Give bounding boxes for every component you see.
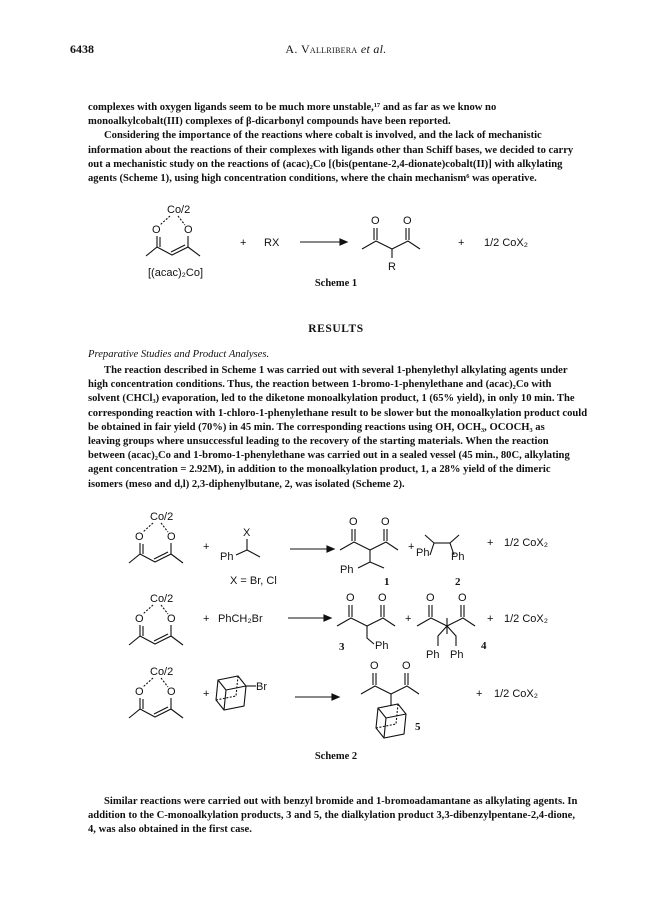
acac-left-arm — [129, 698, 140, 718]
acac-right-arm — [171, 554, 183, 563]
text-line: Similar reactions were carried out with benzyl bromide and 1-bromoadamantane as alkylating agents. In — [104, 796, 578, 807]
acac-right-arm — [171, 636, 183, 645]
text-line: isomers (meso and d,l) 2,3-diphenylbutane, 2, was isolated (Scheme 2). — [88, 478, 405, 490]
text-line: addition to the C-monoalkylation products, 3 and 5, the dialkylation product 3,3-dibenzylpentane-2,4-dione, — [88, 810, 575, 822]
benzyl-bromide: PhCH₂Br — [218, 613, 263, 625]
benzyl-branch — [367, 626, 374, 644]
coproduct: 1/2 CoX₂ — [484, 237, 529, 249]
cage-bond-back — [396, 704, 398, 724]
cage-bond — [224, 690, 226, 710]
plus-sign: + — [405, 613, 412, 625]
o-left: O — [135, 686, 144, 698]
text-line: high concentration conditions. Thus, the reaction between 1-bromo-1-phenylethane and (acac)₂Co with — [88, 379, 552, 391]
plus-sign: + — [487, 613, 494, 625]
diketone-chain — [337, 618, 395, 626]
text-line: agent concentration = 2.92M), in addition to the monoalkylation product, 1, a 28% yield of the dimeric — [88, 464, 551, 476]
benzyl-branch-right — [447, 626, 456, 646]
acac-co-reactant — [129, 593, 183, 645]
closing-paragraph — [88, 795, 593, 838]
o-left: O — [152, 224, 161, 236]
scheme-1-caption: Scheme 1 — [314, 278, 358, 289]
phenyl-label: Ph — [451, 551, 465, 563]
carbonyl-o2: O — [378, 592, 387, 604]
text-line: complexes with oxygen ligands seem to be much more unstable,¹⁷ and as far as we know no — [88, 102, 497, 113]
plus-sign: + — [203, 541, 210, 553]
carbonyl-o2: O — [402, 660, 411, 672]
o-left: O — [135, 613, 144, 625]
carbonyl-o1: O — [371, 215, 380, 227]
text-line: Considering the importance of the reactions where cobalt is involved, and the lack of mechanistic — [104, 130, 542, 142]
coproduct: 1/2 CoX₂ — [504, 613, 549, 625]
cage-bond-back — [236, 676, 238, 696]
plus-sign: + — [408, 541, 415, 553]
plus-sign: + — [458, 237, 465, 249]
carbonyl-o1: O — [370, 660, 379, 672]
phenyl-label: Ph — [450, 649, 464, 661]
text-line: leaving groups where unsuccessful leading to the recovery of the starting materials. When the reaction — [88, 436, 549, 448]
co-label: Co/2 — [150, 666, 174, 678]
adamantane-cage — [376, 704, 406, 738]
scheme-2-row-3 — [129, 660, 538, 738]
rx-reagent: RX — [264, 237, 280, 249]
author-suffix: et al. — [357, 42, 387, 56]
text-line: information about the reactions of their complexes with ligands other than Schiff bases, we decided to carry — [88, 144, 574, 156]
page-number: 6438 — [70, 42, 94, 56]
reactant-label: [(acac)₂Co] — [148, 267, 204, 279]
phenyl-label: Ph — [375, 640, 389, 652]
text-line: agents (Scheme 1), using high concentration conditions, where the chain mechanism⁶ was operative. — [88, 173, 537, 185]
cage-bond — [384, 718, 386, 738]
plus-sign: + — [240, 237, 247, 249]
cage-bond-back — [376, 724, 396, 728]
plus-sign: + — [487, 537, 494, 549]
plus-sign: + — [476, 688, 483, 700]
text-line: be obtained in fair yield (70%) in 45 min. The corresponding reactions using OH, OCH₃, OCOCH₃ as — [88, 421, 545, 433]
methyl-branch — [370, 562, 384, 568]
arrowhead — [327, 546, 334, 552]
carbonyl-o2: O — [381, 516, 390, 528]
arrowhead — [332, 694, 339, 700]
co-label: Co/2 — [150, 593, 174, 605]
acac-left-arm — [129, 543, 140, 563]
carbonyl-o2: O — [458, 592, 467, 604]
co-o-bond-left — [143, 678, 153, 687]
co-o-bond-left — [143, 605, 153, 614]
text-line: monoalkylcobalt(III) complexes of β-dicarbonyl compounds have been reported. — [88, 116, 451, 128]
carbonyl-o2: O — [403, 215, 412, 227]
plus-sign: + — [203, 688, 210, 700]
bromine-label: Br — [256, 681, 267, 693]
scheme-2-row-1 — [129, 511, 548, 588]
arrowhead — [324, 615, 331, 621]
text-line: solvent (CHCl₃) evaporation, led to the diketone monoalkylation product, 1 (65% yield), in only 10 min. The — [88, 393, 575, 405]
co-label: Co/2 — [167, 204, 191, 216]
o-right: O — [167, 613, 176, 625]
coproduct: 1/2 CoX₂ — [494, 688, 539, 700]
cage-bond — [218, 680, 226, 690]
product-3 — [337, 592, 395, 653]
phenyl-label: Ph — [220, 551, 234, 563]
acac-inner-double — [154, 552, 168, 559]
text-line: corresponding reaction with 1-chloro-1-phenylethane result to be slower but the monoalkylation product could — [88, 407, 588, 419]
adamantane-cage — [216, 676, 246, 710]
text-line: The reaction described in Scheme 1 was carried out with several 1-phenylethyl alkylating agents under — [104, 365, 568, 376]
scheme-2-caption: Scheme 2 — [314, 751, 358, 762]
compound-number-5: 5 — [415, 721, 421, 733]
acac-left-arm — [129, 625, 140, 645]
text-line: out a mechanistic study on the reactions of (acac)₂Co [(bis(pentane-2,4-dionate)cobalt(II)] with alkylating — [88, 158, 563, 170]
cage-bond-back — [216, 696, 236, 700]
o-right: O — [167, 686, 176, 698]
compound-number-3: 3 — [339, 641, 345, 653]
coproduct: 1/2 CoX₂ — [504, 537, 549, 549]
phenyl-label: Ph — [340, 564, 354, 576]
product-1 — [340, 516, 398, 588]
co-o-bond-left — [143, 523, 153, 532]
x-note: X = Br, Cl — [230, 575, 277, 587]
results-heading: RESULTS — [308, 323, 364, 335]
compound-number-1: 1 — [384, 576, 390, 588]
text-line: between (acac)₂Co and 1-bromo-1-phenylethane was carried out in a sealed vessel (45 min., 80C, alkylating — [88, 450, 570, 462]
cage-bond — [378, 708, 386, 718]
results-subheading: Preparative Studies and Product Analyses. — [88, 349, 270, 360]
o-right: O — [184, 224, 193, 236]
carbonyl-o1: O — [346, 592, 355, 604]
bromoadamantane — [216, 676, 267, 710]
leaving-group-x: X — [243, 527, 251, 539]
phenyl-label: Ph — [426, 649, 440, 661]
acac-co-reactant — [129, 666, 183, 718]
diketone-chain — [361, 686, 419, 694]
plus-sign: + — [203, 613, 210, 625]
compound-number-2: 2 — [455, 576, 461, 588]
author-initial: A. — [285, 42, 301, 56]
carbonyl-o1: O — [426, 592, 435, 604]
phenyl-label: Ph — [416, 547, 430, 559]
o-right: O — [167, 531, 176, 543]
diketone-chain — [417, 618, 475, 626]
acac-right-arm — [171, 709, 183, 718]
compound-number-4: 4 — [481, 640, 487, 652]
author-name: Vallribera — [300, 42, 358, 56]
acac-inner-double — [154, 707, 168, 714]
product-5 — [361, 660, 421, 738]
r-group: R — [388, 261, 396, 273]
scheme-2-row-2 — [129, 592, 548, 661]
benzyl-branch-left — [438, 626, 447, 646]
acac-co-reactant — [129, 511, 183, 563]
co-label: Co/2 — [150, 511, 174, 523]
text-line: 4, was also obtained in the first case. — [88, 824, 252, 836]
ethyl-chain — [236, 550, 260, 557]
cage-bond — [386, 714, 406, 718]
cage-bond — [226, 686, 246, 690]
diketone-chain — [340, 542, 398, 550]
product-4 — [417, 592, 487, 661]
phenylethyl-branch — [358, 550, 370, 568]
dimer-2 — [416, 535, 464, 588]
acac-inner-double — [154, 634, 168, 641]
o-left: O — [135, 531, 144, 543]
carbonyl-o1: O — [349, 516, 358, 528]
